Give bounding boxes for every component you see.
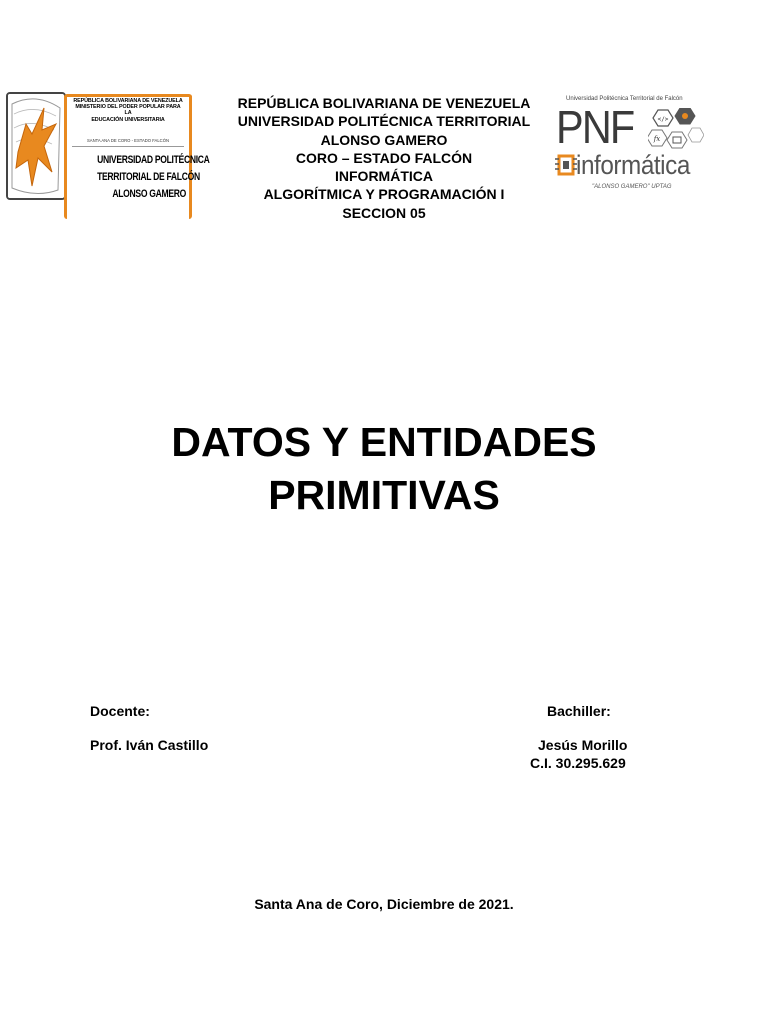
logo-ministry-text: REPÚBLICA BOLIVARIANA DE VENEZUELA MINISTERIO DEL PODER POPULAR PARA LA EDUCACIÓN UNIVERSITARIA (73, 98, 183, 123)
header-line: ALGORÍTMICA Y PROGRAMACIÓN I (263, 186, 505, 203)
title-line: DATOS Y ENTIDADES (171, 419, 597, 465)
header-line: SECCION 05 (342, 204, 426, 221)
orange-bird-emblem-icon (6, 92, 66, 200)
bachiller-id: C.I. 30.295.629 (530, 755, 626, 771)
university-logo (6, 92, 210, 214)
pnf-logo-motto: "ALONSO GAMERO" UPTAG (592, 184, 672, 190)
pnf-logo-brand: PNF (556, 101, 634, 153)
pnf-logo-caption: Universidad Politécnica Territorial de Falcón (566, 96, 683, 102)
processor-chip-icon (554, 150, 578, 180)
header-line: REPÚBLICA BOLIVARIANA DE VENEZUELA (237, 95, 531, 111)
docente-name: Prof. Iván Castillo (90, 737, 209, 753)
logo-university-name: UNIVERSIDAD POLITÉCNICA TERRITORIAL DE FALCÓN ALONSO GAMERO (97, 154, 210, 200)
logo-divider (72, 146, 184, 147)
header-line: ALONSO GAMERO (320, 131, 448, 148)
bachiller-label: Bachiller: (547, 703, 611, 719)
svg-text:fx: fx (653, 135, 661, 143)
place-date-footer: Santa Ana de Coro, Diciembre de 2021. (254, 896, 514, 912)
technology-icons-cluster-icon (648, 108, 704, 152)
document-title (84, 416, 684, 522)
svg-text:</>: </> (657, 116, 669, 123)
header-line: INFORMÁTICA (335, 168, 433, 185)
title-line: PRIMITIVAS (268, 472, 500, 518)
pnf-informatica-logo (552, 94, 704, 198)
bachiller-name: Jesús Morillo (538, 737, 628, 753)
docente-label: Docente: (90, 703, 150, 719)
pnf-logo-program: informática (576, 150, 690, 180)
header-line: UNIVERSIDAD POLITÉCNICA TERRITORIAL (237, 113, 531, 130)
logo-location-text: SANTA ANA DE CORO - ESTADO FALCÓN (87, 138, 169, 143)
institution-header (200, 94, 568, 222)
header-line: CORO – ESTADO FALCÓN (295, 149, 473, 166)
